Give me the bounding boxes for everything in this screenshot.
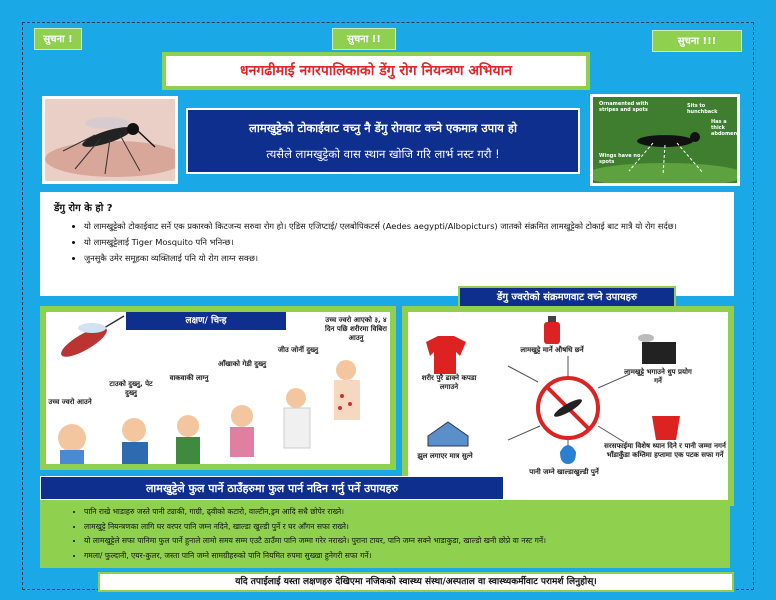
tiger-mosquito-photo	[590, 94, 740, 186]
breeding-item: • यो लामखुट्टेले सफा पानिमा फुल पार्ने हुनाले लामो समय सम्म एउटै ठाउँमा पानि जम्मा गरेर नराख्ने। पुराना टायर, पानि जम्न सक्ने भाडाकुडा, खाल्डो खनी छोप्ने वा नस्ट गर्ने।	[84, 534, 722, 548]
breeding-item: • लामखुट्टे नियन्त्रणका लागि घर वरपर पानि जम्न नदिने, खाल्डा खुल्डी पुर्ने र घर आँगन सफा राख्ने।	[84, 520, 722, 534]
symptom-eye-pain: आँखाको गेडी दुख्नु	[218, 360, 267, 368]
mosquito-label-b: Sits to hunchback	[687, 103, 718, 115]
mosquito-icon	[45, 99, 175, 181]
symptom-headache: टाउको दुख्नु, पेट दुख्नु	[109, 380, 153, 397]
prevention-panel-inner	[408, 312, 728, 500]
info-item: • जुनसुकै उमेर समूहका व्यक्तिलाई पनि यो रोग लाग्न सक्छ।	[84, 252, 720, 265]
footer-advice: यदि तपाईलाई यस्ता लक्षणहरु देखिएमा नजिकको स्वास्थ्य संस्था/अस्पताल वा स्वास्थ्यकर्मीवाट परामर्श लिनुहोस्।	[100, 574, 732, 590]
notice-badge-3: सुचना !!!	[652, 30, 742, 52]
mosquito-label-a: Ornamented with stripes and spots	[599, 101, 649, 113]
symptom-joint-pain: जीउ जोर्नी दुख्नु	[277, 346, 319, 354]
breeding-box	[40, 500, 730, 568]
banner-line-2: त्यसैले लामखुट्टेको वास स्थान खोजि गरि लार्भ नस्ट गरौ !	[266, 147, 500, 161]
prevention-spray: लामखुट्टे मार्ने औषधि छर्ने	[520, 346, 584, 354]
breeding-item: • गमला/ फुल्दानी, एयर-कुलर, जस्ता पानि जम्ने सामग्रीहरुको पानि नियमित रुपमा सुख्खा हुनेगरी सफा गर्ने।	[84, 549, 722, 563]
prevention-fill-holes: पानी जम्ने खाल्डाखुल्डी पुर्ने	[529, 468, 599, 476]
notice-badge-1: सुचना !	[34, 28, 82, 50]
symptoms-title: लक्षण/ चिन्ह	[126, 312, 286, 330]
symptoms-panel	[40, 306, 396, 470]
notice-badge-2: सुचना !!	[332, 28, 396, 50]
info-heading: डेंगु रोग के हो ?	[54, 203, 113, 214]
breeding-item: • पानि राखे भाडाहरु जस्ते पानी ट्याकी, गाग्री, ढ्वीको कटारो, वाल्टीन,ड्रम आदि सधै छोपेर राख्ने।	[84, 505, 722, 519]
symptom-fever: उच्च ज्वरो आउने	[48, 398, 92, 406]
prevention-cleanliness: सरसफाईमा विशेष ध्यान दिने र पानी जम्मा नगर्न भाँडाकुँडा कम्तिमा हप्तामा एक पटक सफा गर्ने	[604, 442, 726, 459]
mosquito-label-d: Wings have no spots	[599, 153, 641, 165]
prevention-clothing: शरीर पुरै ढाक्ने कपडा लगाउने	[421, 374, 477, 391]
prevention-repellent: लामखुट्टे भगाउने धुप प्रयोग गर्ने	[624, 368, 692, 385]
info-item: • यो लामखुट्टेलाई Tiger Mosquito पनि भनिन्छ।	[84, 236, 720, 249]
breeding-title: लामखुट्टेले फुल पार्ने ठाउँहरुमा फुल पार्न नदिन गर्नु पर्ने उपायहरु	[40, 476, 504, 500]
mosquito-label-c: Has a thick abdomen	[711, 119, 738, 137]
info-item: • यो लामखुट्टेको टोकाईवाट सर्ने एक प्रकारको किटजन्य सरुवा रोग हो। एडिस एजिप्टाई/ एलबोपिकटर्स (Aedes aegypti/Albopicturs) जातको संक्रमित लामखुट्टेको टोकाई बाट मात्रै यो रोग सर्दछ।	[84, 220, 720, 233]
banner-line-1: लामखुट्टेको टोकाईवाट वच्नु नै डेंगु रोगवाट वच्ने एकमात्र उपाय हो	[249, 121, 517, 135]
prevention-title: डेंगु ज्वरोको संक्रमणवाट वच्ने उपायहरु	[460, 288, 674, 308]
campaign-title-box	[162, 52, 590, 90]
symptoms-panel-inner	[46, 312, 390, 464]
mosquito-bite-photo	[42, 96, 178, 184]
footer-box	[98, 572, 734, 592]
symptom-nausea: वाकवाकी लाग्नु	[169, 374, 209, 382]
symptom-rash: उच्च ज्वरो आएको ३, ४ दिन पछि शरीरमा विबिरा आउनु	[325, 316, 387, 342]
main-banner	[186, 108, 580, 174]
campaign-title: धनगढीमाई नगरपालिकाको डेंगु रोग नियन्त्रण अभियान	[166, 56, 586, 86]
dengue-info-box	[40, 192, 734, 296]
prevention-net: झुल लगाएर मात्र सुत्ने	[417, 452, 473, 460]
